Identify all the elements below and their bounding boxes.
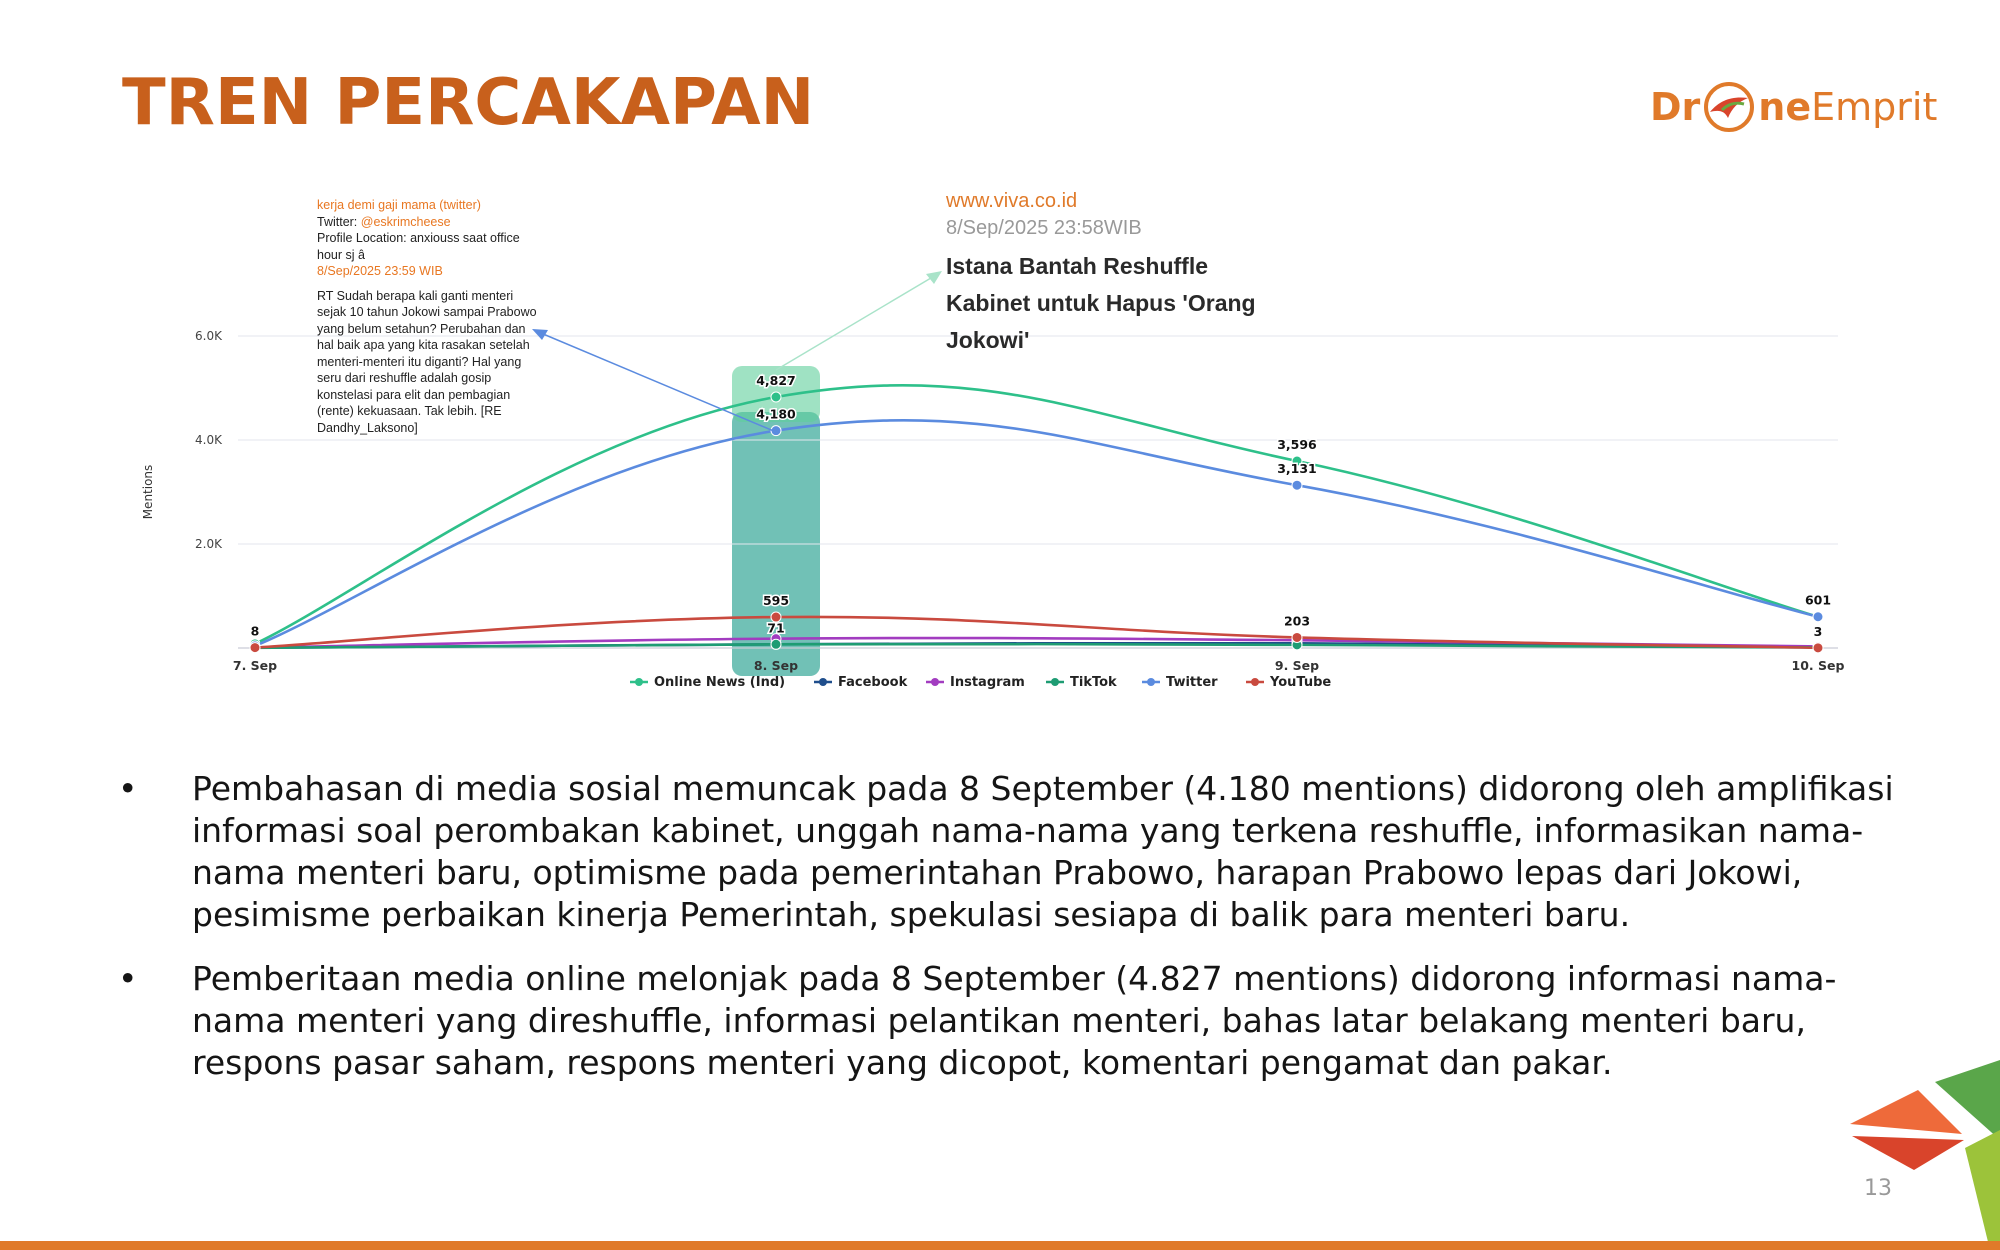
tweet-twitter-line	[317, 214, 539, 231]
legend-marker	[1051, 678, 1059, 686]
y-tick-label: 6.0K	[195, 329, 222, 343]
legend-marker	[1147, 678, 1155, 686]
logo-text-dr: Dr	[1650, 85, 1701, 129]
corner-shape-lime	[1965, 1130, 2000, 1250]
series-line	[255, 420, 1818, 646]
data-label: 595	[762, 593, 790, 609]
data-label: 71	[767, 620, 785, 636]
legend-marker	[819, 678, 827, 686]
legend-marker	[931, 678, 939, 686]
logo-text-emprit: Emprit	[1811, 85, 1938, 129]
tweet-account: kerja demi gaji mama (twitter)	[317, 198, 481, 212]
legend-item: Instagram	[950, 675, 1025, 690]
data-label: 3,596	[1277, 437, 1317, 453]
series-point	[1813, 643, 1823, 653]
legend-marker	[1251, 678, 1259, 686]
news-pointer-arrow	[776, 275, 936, 370]
series-point	[771, 392, 781, 402]
series-point	[1813, 612, 1823, 622]
legend-marker	[635, 678, 643, 686]
series-point	[1292, 632, 1302, 642]
logo-text-ne: ne	[1758, 85, 1812, 129]
legend-item: TikTok	[1070, 675, 1117, 690]
bullet-item	[118, 768, 1908, 936]
tweet-tooltip	[317, 197, 539, 436]
x-axis	[233, 658, 1845, 673]
bullet-marker: •	[118, 959, 138, 998]
series-point	[1292, 480, 1302, 490]
bullet-text: Pembahasan di media sosial memuncak pada 8 September (4.180 mentions) didorong oleh amplifikasi informasi soal perombakan kabinet, unggah nama-nama yang terkena reshuffle, informasikan nama-nama menteri baru, optimisme pada pemerintahan Prabowo, harapan Prabowo lepas dari Jokowi, pesimisme perbaikan kinerja Pemerintah, spekulasi sesiapa di balik para menteri baru.	[192, 769, 1894, 934]
insight-bullet-list	[118, 768, 1908, 1106]
data-label: 4,827	[756, 372, 796, 388]
legend-item: YouTube	[1270, 675, 1332, 690]
news-headline: Istana Bantah Reshuffle Kabinet untuk Hapus 'Orang Jokowi'	[946, 253, 1256, 353]
bullet-text: Pemberitaan media online melonjak pada 8 September (4.827 mentions) didorong informasi nama-nama menteri yang direshuffle, informasi pelantikan menteri, bahas latar belakang menteri baru, respons pasar saham, respons menteri yang dicopot, komentari pengamat dan pakar.	[192, 959, 1837, 1082]
news-datetime: 8/Sep/2025 23:58WIB	[946, 217, 1142, 239]
series-point	[771, 639, 781, 649]
x-tick-label: 10. Sep	[1791, 658, 1845, 673]
page-title: TREN PERCAKAPAN	[122, 66, 815, 140]
legend-item: Twitter	[1166, 675, 1218, 690]
chart-legend[interactable]	[630, 675, 1331, 690]
x-tick-label: 9. Sep	[1274, 658, 1320, 673]
y-axis-label: Mentions	[141, 464, 155, 520]
page-number: 13	[1864, 1176, 1892, 1201]
y-tick-label: 4.0K	[195, 433, 222, 447]
series-point	[250, 643, 260, 653]
tweet-datetime: 8/Sep/2025 23:59 WIB	[317, 264, 443, 278]
news-pointer-arrowhead	[926, 271, 942, 284]
y-axis	[195, 329, 223, 551]
data-label: 203	[1283, 613, 1311, 629]
data-label: 4,180	[756, 406, 796, 422]
news-url[interactable]: www.viva.co.id	[946, 190, 1078, 212]
x-tick-label: 7. Sep	[232, 658, 278, 673]
data-label: 601	[1804, 592, 1832, 608]
data-label: 3	[1813, 623, 1823, 639]
tweet-profile-location: Profile Location: anxiouss saat office hour sj â	[317, 231, 520, 262]
news-tooltip	[946, 188, 1296, 359]
data-label: 8	[250, 623, 260, 639]
legend-item: Online News (Ind)	[654, 675, 786, 690]
data-label: 3,131	[1277, 461, 1317, 477]
legend-item: Facebook	[838, 675, 908, 690]
bottom-accent-bar	[0, 1241, 2000, 1250]
corner-shape-red	[1852, 1136, 1964, 1170]
bullet-item	[118, 958, 1908, 1084]
y-tick-label: 2.0K	[195, 537, 222, 551]
tweet-twitter-prefix: Twitter:	[317, 214, 361, 229]
corner-shape-green	[1935, 1060, 2000, 1140]
x-tick-label: 8. Sep	[753, 658, 799, 673]
bullet-marker: •	[118, 769, 138, 808]
tweet-handle[interactable]: @eskrimcheese	[360, 214, 451, 229]
tweet-text: RT Sudah berapa kali ganti menteri sejak 10 tahun Jokowi sampai Prabowo yang belum setahun? Perubahan dan hal baik apa yang kita rasakan setelah menteri-menteri itu diganti? Hal yang seru dari reshuffle adalah gosip konstelasi para elit dan pembagian (rente) kekuasaan. Tak lebih. [RE Dandhy_Laksono]	[317, 288, 537, 435]
